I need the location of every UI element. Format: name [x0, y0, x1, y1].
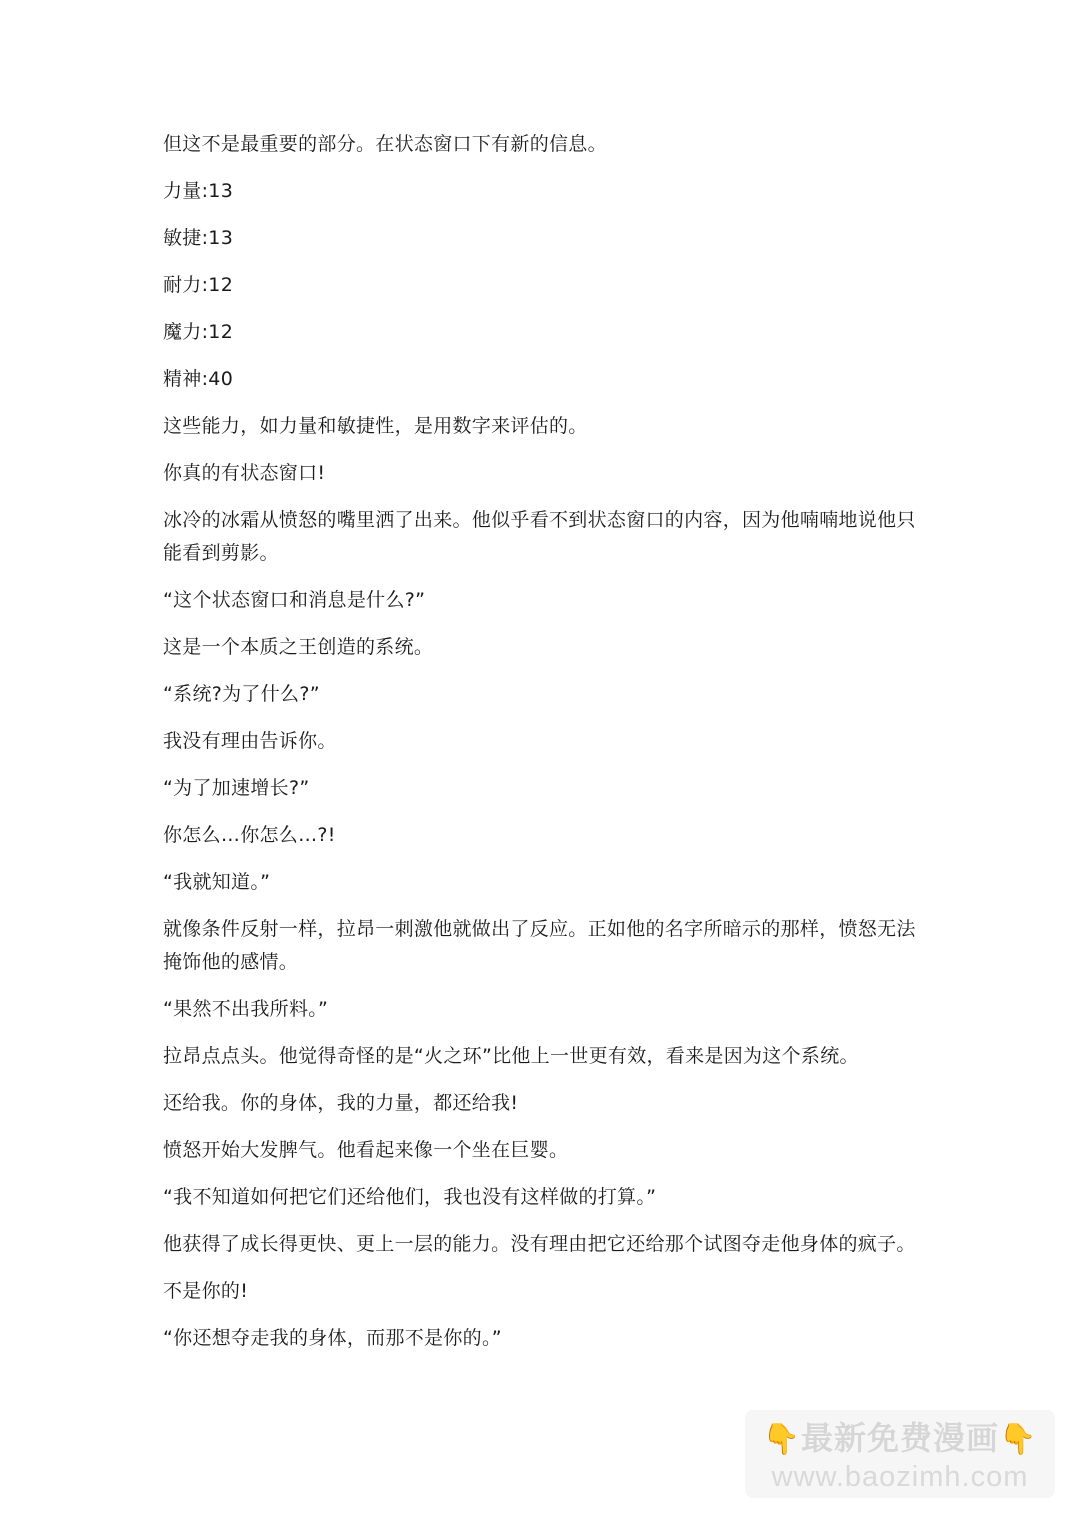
paragraph: “果然不出我所料。” [163, 998, 329, 1020]
paragraph: 你怎么…你怎么…?! [163, 824, 336, 846]
paragraph: 拉昂点点头。他觉得奇怪的是“火之环”比他上一世更有效，看来是因为这个系统。 [163, 1045, 859, 1067]
paragraph: 不是你的! [163, 1280, 249, 1302]
paragraph: “系统?为了什么?” [163, 683, 320, 705]
paragraph: “我不知道如何把它们还给他们，我也没有这样做的打算。” [163, 1186, 657, 1208]
paragraph: 就像条件反射一样，拉昂一刺激他就做出了反应。正如他的名字所暗示的那样，愤怒无法掩饰他的感情。 [163, 918, 916, 973]
paragraph: “我就知道。” [163, 871, 271, 893]
watermark-title-row [745, 1418, 1055, 1460]
watermark-url: www.baozimh.com [771, 1461, 1029, 1493]
paragraph: 还给我。你的身体，我的力量，都还给我! [163, 1092, 519, 1114]
paragraph: 我没有理由告诉你。 [163, 730, 337, 752]
stat-strength: 力量:13 [163, 180, 234, 202]
stat-magic: 魔力:12 [163, 321, 234, 343]
paragraph: 这些能力，如力量和敏捷性，是用数字来评估的。 [163, 415, 588, 437]
pointing-down-hand-icon: 👇 [762, 1422, 801, 1457]
paragraph: 这是一个本质之王创造的系统。 [163, 636, 434, 658]
article-body [163, 128, 923, 1369]
site-watermark[interactable] [745, 1410, 1055, 1498]
stat-spirit: 精神:40 [163, 368, 234, 390]
paragraph: “这个状态窗口和消息是什么?” [163, 589, 426, 611]
stat-endurance: 耐力:12 [163, 274, 234, 296]
pointing-down-hand-icon: 👇 [999, 1422, 1038, 1457]
paragraph: 愤怒开始大发脾气。他看起来像一个坐在巨婴。 [163, 1139, 569, 1161]
paragraph: “为了加速增长?” [163, 777, 310, 799]
paragraph: 他获得了成长得更快、更上一层的能力。没有理由把它还给那个试图夺走他身体的疯子。 [163, 1233, 916, 1255]
paragraph: “你还想夺走我的身体，而那不是你的。” [163, 1327, 502, 1349]
paragraph: 冰冷的冰霜从愤怒的嘴里洒了出来。他似乎看不到状态窗口的内容，因为他喃喃地说他只能看到剪影。 [163, 509, 916, 564]
watermark-title: 最新免费漫画 [800, 1419, 999, 1457]
paragraph: 但这不是最重要的部分。在状态窗口下有新的信息。 [163, 133, 607, 155]
paragraph: 你真的有状态窗口! [163, 462, 326, 484]
stat-agility: 敏捷:13 [163, 227, 234, 249]
